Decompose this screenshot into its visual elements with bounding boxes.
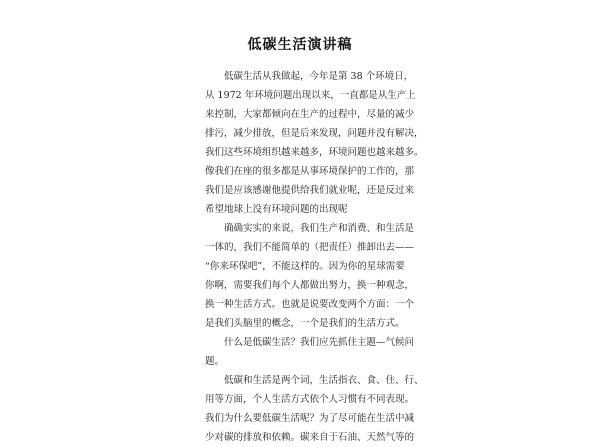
text-line: 我们是应该感谢他提供给我们就业呢，还是反过来 [205, 185, 415, 196]
text-line: 希望地球上没有环境问题的出现呢 [205, 204, 348, 215]
text-line: “你来环保吧”，不能这样的。因为你的星球需要 [205, 261, 405, 272]
document-title: 低碳生活演讲稿 [247, 37, 353, 53]
text-line: 我们为什么要低碳生活呢？为了尽可能在生活中减 [205, 413, 415, 424]
text-line: 你啊，需要我们每个人都做出努力，换一种观念， [205, 280, 415, 291]
text-line: 来控制，大家都倾向在生产的过程中，尽量的减少 [205, 109, 415, 120]
text-line: 确确实实的来说，我们生产和消费、和生活是 [224, 223, 415, 234]
text-line: 一体的，我们不能简单的（把责任）推卸出去—— [205, 242, 415, 253]
text-line: 低碳和生活是两个词，生活指衣、食、住、行、 [224, 375, 424, 386]
text-line: 什么是低碳生活？我们应先抓住主题—气候问 [224, 337, 415, 348]
text-line: 是我们头脑里的概念，一个是我们的生活方式。 [205, 318, 405, 329]
text-line: 我们这些环境组织越来越多，环境问题也越来越多。 [205, 147, 424, 158]
document-body [205, 67, 424, 447]
text-line: 排污，减少排放，但是后来发现，问题并没有解决， [205, 128, 424, 139]
text-line: 题。 [205, 356, 225, 367]
text-line: 从 1972 年环境问题出现以来，一直都是从生产上 [205, 90, 416, 101]
text-line: 像我们在座的很多都是从事环境保护的工作的，那 [205, 166, 415, 177]
text-line: 换一种生活方式。也就是说要改变两个方面：一个 [205, 299, 415, 310]
text-line: 低碳生活从我做起，今年是第 38 个环境日， [224, 71, 414, 82]
text-line: 用等方面，个人生活方式依个人习惯有不同表现。 [205, 394, 415, 405]
text-line: 少对碳的排放和依赖。碳来自于石油、天然气等的 [205, 432, 415, 443]
